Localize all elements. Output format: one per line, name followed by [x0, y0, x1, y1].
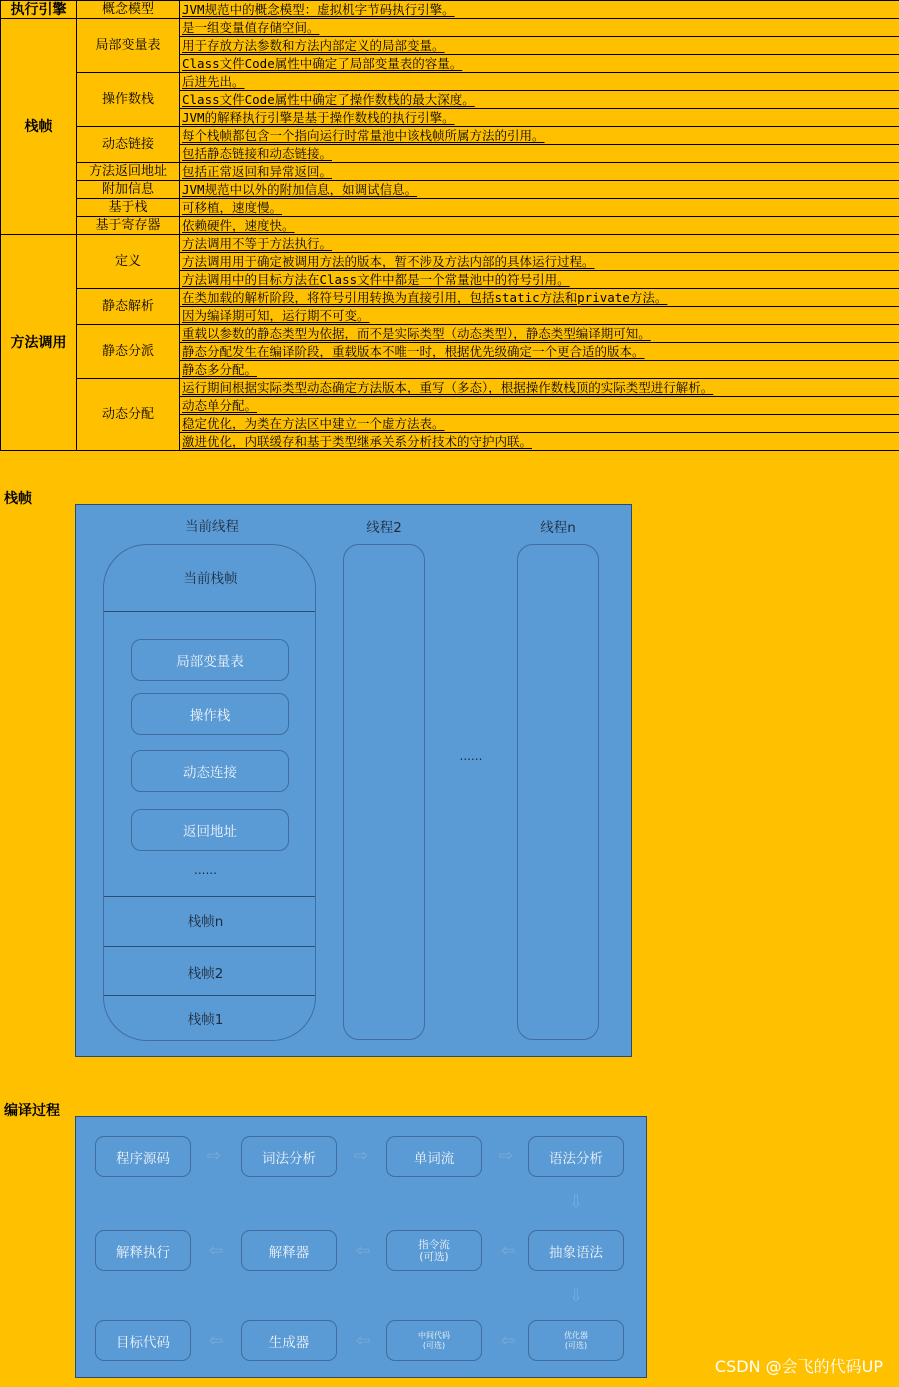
- optional-label: (可选): [422, 1340, 446, 1350]
- jvm-summary-table: [0, 0, 899, 451]
- interpret-execute-box: [95, 1230, 191, 1271]
- current-frame-label: 当前栈帧: [183, 571, 238, 587]
- table-row: [1, 199, 899, 217]
- abstract-syntax-label: 抽象语法: [549, 1244, 603, 1261]
- compile-flow-diagram: [75, 1116, 647, 1378]
- description-cell: 包括正常返回和异常返回。: [180, 163, 899, 181]
- sub-name-cell: 基于寄存器: [77, 217, 180, 235]
- description-cell: 方法调用不等于方法执行。: [180, 235, 899, 253]
- frame-2-divider: [104, 946, 316, 947]
- interpret-execute-label: 解释执行: [116, 1244, 170, 1261]
- frame-n-divider: [104, 896, 316, 897]
- description-cell: 静态分配发生在编译阶段，重载版本不唯一时，根据优先级确定一个更合适的版本。: [180, 343, 899, 361]
- arrow-right-icon: ⇨: [353, 1146, 369, 1166]
- sub-name-cell: 动态链接: [77, 127, 180, 163]
- sub-name-cell: 操作数栈: [77, 73, 180, 127]
- arrow-down-icon: ⇩: [568, 1192, 584, 1212]
- local-vars-box: 局部变量表: [131, 639, 289, 681]
- table-row: [1, 163, 899, 181]
- threadn-stack: [517, 544, 599, 1040]
- source-code-label: 程序源码: [116, 1150, 170, 1167]
- threads-ellipsis: ......: [459, 749, 483, 763]
- description-cell: Class文件Code属性中确定了局部变量表的容量。: [180, 55, 899, 73]
- description-cell: 可移植，速度慢。: [180, 199, 899, 217]
- source-code-box: [95, 1136, 191, 1177]
- description-cell: JVM的解释执行引擎是基于操作数栈的执行引擎。: [180, 109, 899, 127]
- arrow-left-icon: ⇦: [500, 1331, 516, 1351]
- optimizer-label: 优化器: [564, 1330, 588, 1340]
- table-row: [1, 1, 899, 19]
- stack-section-title: 栈帧: [4, 491, 32, 507]
- description-cell: 依赖硬件，速度快。: [180, 217, 899, 235]
- description-cell: 用于存放方法参数和方法内部定义的局部变量。: [180, 37, 899, 55]
- group-name-cell: 方法调用: [1, 235, 77, 451]
- optional-label: (可选): [564, 1340, 588, 1350]
- dynamic-link-box: 动态连接: [131, 750, 289, 792]
- table-row: [1, 235, 899, 253]
- table-row: [1, 19, 899, 37]
- frame-1-label: 栈帧1: [187, 1012, 224, 1028]
- thread2-stack: [343, 544, 425, 1040]
- jvm-table-body: [1, 1, 899, 451]
- instruction-stream-box: [386, 1230, 482, 1271]
- arrow-right-icon: ⇨: [498, 1146, 514, 1166]
- description-cell: 后进先出。: [180, 73, 899, 91]
- current-thread-label: 当前线程: [185, 519, 239, 535]
- table-row: [1, 127, 899, 145]
- frame-ellipsis: ......: [194, 863, 217, 877]
- sub-name-cell: 静态分派: [77, 325, 180, 379]
- arrow-left-icon: ⇦: [355, 1241, 371, 1261]
- arrow-left-icon: ⇦: [500, 1241, 516, 1261]
- target-code-label: 目标代码: [116, 1334, 170, 1351]
- arrow-down-icon: ⇩: [568, 1286, 584, 1306]
- current-thread-stack: [103, 544, 316, 1041]
- description-cell: 因为编译期可知，运行期不可变。: [180, 307, 899, 325]
- token-stream-label: 单词流: [413, 1150, 455, 1167]
- syntax-analysis-box: [528, 1136, 624, 1177]
- interpreter-label: 解释器: [268, 1244, 310, 1261]
- description-cell: 激进优化，内联缓存和基于类型继承关系分析技术的守护内联。: [180, 433, 899, 451]
- frame-1-divider: [104, 995, 316, 996]
- description-cell: 每个栈帧都包含一个指向运行时常量池中该栈帧所属方法的引用。: [180, 127, 899, 145]
- group-name-cell: 执行引擎: [1, 1, 77, 19]
- description-cell: 动态单分配。: [180, 397, 899, 415]
- description-cell: JVM规范中以外的附加信息，如调试信息。: [180, 181, 899, 199]
- return-address-box: 返回地址: [131, 809, 289, 851]
- generator-box: [241, 1320, 337, 1361]
- table-row: [1, 217, 899, 235]
- interpreter-box: [241, 1230, 337, 1271]
- csdn-watermark: CSDN @会飞的代码UP: [714, 1357, 883, 1376]
- description-cell: 运行期间根据实际类型动态确定方法版本，重写（多态），根据操作数栈顶的实际类型进行解析。: [180, 379, 899, 397]
- table-row: [1, 73, 899, 91]
- intermediate-code-box: [386, 1320, 482, 1361]
- threadn-label: 线程n: [540, 520, 576, 536]
- sub-name-cell: 定义: [77, 235, 180, 289]
- description-cell: 方法调用中的目标方法在Class文件中都是一个常量池中的符号引用。: [180, 271, 899, 289]
- sub-name-cell: 动态分配: [77, 379, 180, 451]
- frame-n-label: 栈帧n: [187, 914, 224, 930]
- intermediate-code-label: 中间代码: [418, 1330, 450, 1340]
- description-cell: JVM规范中的概念模型：虚拟机字节码执行引擎。: [180, 1, 899, 19]
- syntax-analysis-label: 语法分析: [549, 1150, 603, 1167]
- thread2-label: 线程2: [366, 520, 402, 536]
- description-cell: 是一组变量值存储空间。: [180, 19, 899, 37]
- group-name-cell: 栈帧: [1, 19, 77, 235]
- description-cell: 稳定优化，为类在方法区中建立一个虚方法表。: [180, 415, 899, 433]
- target-code-box: [95, 1320, 191, 1361]
- table-row: [1, 181, 899, 199]
- sub-name-cell: 基于栈: [77, 199, 180, 217]
- sub-name-cell: 概念模型: [77, 1, 180, 19]
- generator-label: 生成器: [268, 1334, 310, 1351]
- sub-name-cell: 局部变量表: [77, 19, 180, 73]
- arrow-left-icon: ⇦: [355, 1331, 371, 1351]
- optimizer-box: [528, 1320, 624, 1361]
- table-row: [1, 325, 899, 343]
- arrow-left-icon: ⇦: [208, 1331, 224, 1351]
- description-cell: 包括静态链接和动态链接。: [180, 145, 899, 163]
- description-cell: 在类加载的解析阶段，将符号引用转换为直接引用，包括static方法和private方法。: [180, 289, 899, 307]
- sub-name-cell: 方法返回地址: [77, 163, 180, 181]
- compile-section-title: 编译过程: [4, 1103, 60, 1119]
- arrow-left-icon: ⇦: [208, 1241, 224, 1261]
- lexical-analysis-label: 词法分析: [262, 1150, 316, 1167]
- description-cell: 重载以参数的静态类型为依据，而不是实际类型（动态类型），静态类型编译期可知。: [180, 325, 899, 343]
- token-stream-box: [386, 1136, 482, 1177]
- description-cell: Class文件Code属性中确定了操作数栈的最大深度。: [180, 91, 899, 109]
- table-row: [1, 379, 899, 397]
- instruction-stream-label: 指令流: [418, 1238, 450, 1251]
- stack-frame-diagram: [75, 504, 632, 1057]
- optional-label: (可选): [419, 1250, 449, 1263]
- description-cell: 静态多分配。: [180, 361, 899, 379]
- operand-stack-box: 操作栈: [131, 693, 289, 735]
- description-cell: 方法调用用于确定被调用方法的版本，暂不涉及方法内部的具体运行过程。: [180, 253, 899, 271]
- current-frame-divider: [104, 611, 316, 612]
- lexical-analysis-box: [241, 1136, 337, 1177]
- arrow-right-icon: ⇨: [206, 1146, 222, 1166]
- frame-2-label: 栈帧2: [187, 966, 224, 982]
- sub-name-cell: 静态解析: [77, 289, 180, 325]
- sub-name-cell: 附加信息: [77, 181, 180, 199]
- abstract-syntax-box: [528, 1230, 624, 1271]
- table-row: [1, 289, 899, 307]
